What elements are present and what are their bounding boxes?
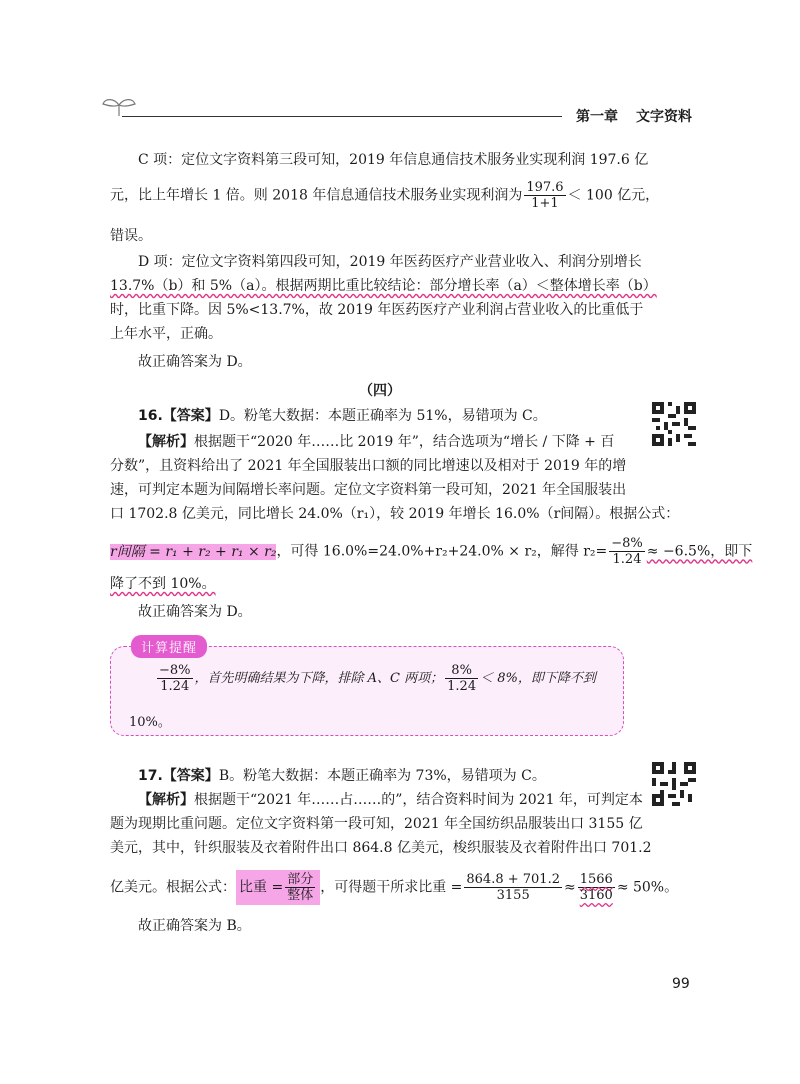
q17-answer: 17.【答案】B。粉笔大数据：本题正确率为 73%，易错项为 C。 bbox=[138, 768, 546, 784]
fraction: $\frac{1566}{3160}$ bbox=[579, 872, 613, 903]
block-c-line1: C 项：定位文字资料第三段可知，2019 年信息通信技术服务业实现利润 197.6 亿 bbox=[138, 152, 649, 168]
formula-highlight: r间隔 = r₁ + r₂ + r₁ × r₂ bbox=[110, 543, 277, 560]
fraction: $\frac{864.8 + 701.2}{3155}$ bbox=[466, 872, 560, 903]
header bbox=[100, 96, 700, 126]
section-heading: （四） bbox=[359, 383, 401, 399]
fraction: $\frac{-8\%}{1.24}$ bbox=[159, 663, 191, 694]
q17-analysis-line2: 题为现期比重问题。定位文字资料第一段可知，2021 年全国纺织品服装出口 3155 亿 bbox=[110, 816, 643, 832]
block-c-line2-post: ＜ 100 亿元， bbox=[567, 187, 660, 204]
fraction: $\frac{8\%}{1.24}$ bbox=[447, 663, 477, 694]
q17-analysis-line1: 【解析】根据题干“2021 年……占……的”，结合资料时间为 2021 年，可判定本 bbox=[138, 792, 643, 808]
q16-answer: 16.【答案】D。粉笔大数据：本题正确率为 51%，易错项为 C。 bbox=[138, 408, 547, 424]
tip-line2: 10%。 bbox=[129, 715, 171, 730]
q17-analysis-line3: 美元，其中，针织服装及衣着附件出口 864.8 亿美元，梭织服装及衣着附件出口 701.2 bbox=[110, 840, 652, 856]
q16-analysis-line2: 分数”，且资料给出了 2021 年全国服装出口额的同比增速以及相对于 2019 年的增 bbox=[110, 458, 627, 474]
page-number: 99 bbox=[672, 976, 690, 992]
header-rule bbox=[122, 116, 562, 117]
fraction: $\frac{\text{部分}}{\text{整体}}$ bbox=[287, 872, 314, 903]
tip-line1: $\frac{-8\%}{1.24}$ ，首先明确结果为下降，排除 A、C 两项； $\frac{8\%}{1.24}$ ＜ 8%，即下降不到 bbox=[159, 663, 596, 694]
q17-conclusion: 故正确答案为 B。 bbox=[138, 918, 251, 934]
block-d-line3: 时，比重下降。因 5%<13.7%，故 2019 年医药医疗产业利润占营业收入的比重低于 bbox=[110, 302, 644, 318]
block-d-line1: D 项：定位文字资料第四段可知，2019 年医药医疗产业营业收入、利润分别增长 bbox=[138, 254, 642, 270]
fraction: $\frac{-8\%}{1.24}$ bbox=[611, 536, 643, 567]
q16-analysis-line3: 速，可判定本题为间隔增长率问题。定位文字资料第一段可知，2021 年全国服装出 bbox=[110, 482, 627, 498]
block-c-line2 bbox=[110, 180, 660, 211]
block-c-line2-pre: 元，比上年增长 1 倍。则 2018 年信息通信技术服务业实现利润为 bbox=[110, 187, 523, 204]
section-label: 文字资料 bbox=[636, 109, 692, 125]
qr-code-icon bbox=[652, 762, 696, 806]
formula-highlight: 比重 = $\frac{\text{部分}}{\text{整体}}$ bbox=[236, 870, 320, 905]
q16-conclusion: 故正确答案为 D。 bbox=[138, 604, 252, 620]
qr-code-icon bbox=[652, 402, 696, 446]
tip-box bbox=[110, 641, 624, 736]
block-d-conclusion: 故正确答案为 D。 bbox=[138, 354, 252, 370]
sprout-icon bbox=[100, 96, 138, 118]
fraction: $\frac{197.6}{1+1}$ bbox=[526, 180, 564, 211]
chapter-label: 第一章 bbox=[576, 109, 618, 125]
block-c-line3: 错误。 bbox=[110, 228, 152, 244]
q16-analysis-line6: 降了不到 10%。 bbox=[110, 576, 216, 592]
block-d-line2: 13.7%（b）和 5%（a）。根据两期比重比较结论：部分增长率（a）＜整体增长率（b） bbox=[110, 278, 657, 294]
tip-title: 计算提醒 bbox=[131, 635, 207, 658]
q17-analysis-line4: 亿美元。根据公式： 比重 = $\frac{\text{部分}}{\text{整体}}$ ，可得题干所求比重 = $\frac{864.8 + 701.2}{3155}$ ≈ $\frac{1566}{3160}$ ≈ 50%。 bbox=[110, 872, 679, 903]
q16-analysis-line1: 【解析】根据题干“2020 年……比 2019 年”，结合选项为“增长 / 下降 + 百 bbox=[138, 434, 615, 450]
q16-analysis-line5: r间隔 = r₁ + r₂ + r₁ × r₂，可得 16.0%=24.0%+r₂+24.0% × r₂，解得 r₂= $\frac{-8\%}{1.24}$ ≈ −6.5%，即下 bbox=[110, 536, 753, 567]
q16-analysis-line4: 口 1702.8 亿美元，同比增长 24.0%（r₁），较 2019 年增长 16.0%（r间隔）。根据公式： bbox=[110, 506, 680, 522]
block-d-line4: 上年水平，正确。 bbox=[110, 326, 222, 342]
